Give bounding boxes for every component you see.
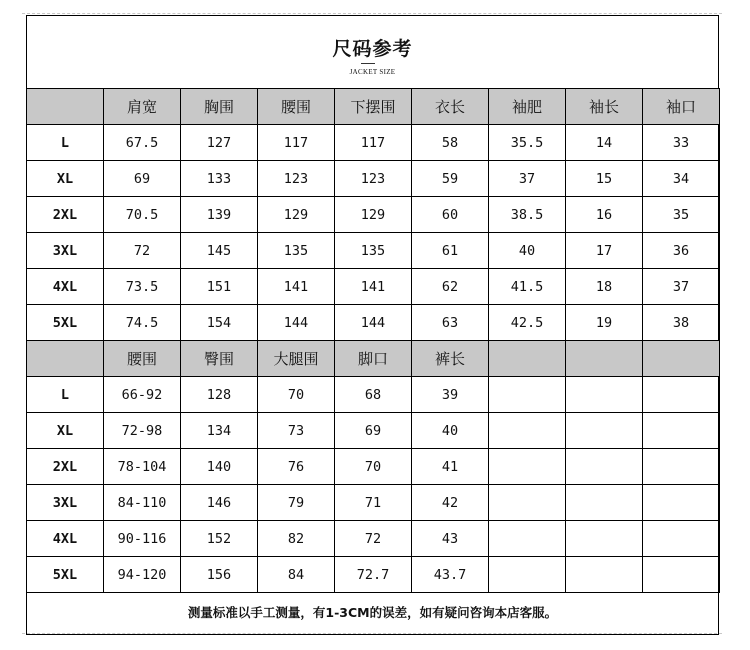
column-header: 裤长 [412,341,489,377]
size-label: XL [27,161,104,197]
table-cell: 69 [335,413,412,449]
table-row [27,557,720,593]
table-row [27,521,720,557]
column-header: 衣长 [412,89,489,125]
table-cell: 141 [335,269,412,305]
table-cell: 63 [412,305,489,341]
table-cell: 36 [643,233,720,269]
table-cell: 37 [643,269,720,305]
table-cell: 70 [335,449,412,485]
table-cell: 42 [412,485,489,521]
table-cell: 117 [335,125,412,161]
table-cell: 66-92 [104,377,181,413]
table-cell: 144 [335,305,412,341]
table-cell [643,557,720,593]
table-cell: 41.5 [489,269,566,305]
table-cell: 72 [104,233,181,269]
table-cell: 40 [412,413,489,449]
table-row [27,161,720,197]
table-cell: 71 [335,485,412,521]
table-cell [566,521,643,557]
table-row [27,125,720,161]
table-cell: 41 [412,449,489,485]
table-cell: 151 [181,269,258,305]
table-row [27,233,720,269]
table-cell: 67.5 [104,125,181,161]
table-cell: 70.5 [104,197,181,233]
table-cell: 76 [258,449,335,485]
size-label: L [27,377,104,413]
table-cell: 62 [412,269,489,305]
table-cell: 79 [258,485,335,521]
table-cell: 37 [489,161,566,197]
table-cell: 58 [412,125,489,161]
table-cell: 129 [258,197,335,233]
table-cell: 72 [335,521,412,557]
column-header: 袖长 [566,89,643,125]
size-label: 3XL [27,485,104,521]
table-cell [566,413,643,449]
table-row [27,449,720,485]
bottom-guide-line [22,633,722,634]
table-cell: 68 [335,377,412,413]
table-cell: 135 [258,233,335,269]
table-cell: 145 [181,233,258,269]
table-cell: 94-120 [104,557,181,593]
table-cell: 134 [181,413,258,449]
title-block [27,16,718,89]
table-cell: 35 [643,197,720,233]
table-cell: 35.5 [489,125,566,161]
table-cell: 127 [181,125,258,161]
table-cell [489,521,566,557]
table-cell: 69 [104,161,181,197]
table-cell: 82 [258,521,335,557]
table-cell: 90-116 [104,521,181,557]
jacket-header-row [27,89,720,125]
column-header [643,341,720,377]
title-divider [361,63,375,64]
page-title: 尺码参考 [332,38,413,60]
table-cell: 18 [566,269,643,305]
table-cell: 74.5 [104,305,181,341]
table-cell [489,557,566,593]
pants-header-row [27,341,720,377]
column-header: 臀围 [181,341,258,377]
table-cell [643,485,720,521]
page-subtitle: JACKET SIZE [349,68,396,76]
table-cell: 128 [181,377,258,413]
column-header [27,89,104,125]
column-header [489,341,566,377]
column-header: 脚口 [335,341,412,377]
size-table [26,88,720,593]
table-cell: 135 [335,233,412,269]
table-cell: 117 [258,125,335,161]
table-cell: 60 [412,197,489,233]
table-cell: 144 [258,305,335,341]
table-row [27,269,720,305]
table-cell: 146 [181,485,258,521]
table-cell: 15 [566,161,643,197]
table-cell: 70 [258,377,335,413]
table-cell [566,557,643,593]
table-cell: 17 [566,233,643,269]
table-row [27,377,720,413]
table-row [27,197,720,233]
table-cell: 141 [258,269,335,305]
table-cell [643,449,720,485]
column-header: 腰围 [258,89,335,125]
table-cell: 40 [489,233,566,269]
table-cell [489,413,566,449]
column-header: 袖肥 [489,89,566,125]
table-cell: 156 [181,557,258,593]
column-header: 肩宽 [104,89,181,125]
column-header: 下摆围 [335,89,412,125]
top-guide-line [22,13,722,14]
table-cell [566,485,643,521]
table-row [27,305,720,341]
table-cell: 42.5 [489,305,566,341]
table-cell: 19 [566,305,643,341]
table-cell: 39 [412,377,489,413]
table-cell: 38.5 [489,197,566,233]
table-cell: 73 [258,413,335,449]
table-cell [566,377,643,413]
size-label: XL [27,413,104,449]
table-cell: 139 [181,197,258,233]
table-row [27,485,720,521]
table-cell: 72-98 [104,413,181,449]
size-label: 3XL [27,233,104,269]
size-label: 4XL [27,521,104,557]
table-cell [643,521,720,557]
column-header: 腰围 [104,341,181,377]
table-cell: 59 [412,161,489,197]
column-header [27,341,104,377]
table-cell: 84-110 [104,485,181,521]
table-cell: 43.7 [412,557,489,593]
table-cell [489,377,566,413]
table-cell: 34 [643,161,720,197]
table-cell: 129 [335,197,412,233]
table-cell [566,449,643,485]
column-header: 袖口 [643,89,720,125]
table-cell [643,413,720,449]
column-header [566,341,643,377]
column-header: 大腿围 [258,341,335,377]
column-header: 胸围 [181,89,258,125]
table-cell: 78-104 [104,449,181,485]
table-cell: 72.7 [335,557,412,593]
table-row [27,413,720,449]
size-label: 5XL [27,305,104,341]
table-cell: 133 [181,161,258,197]
table-cell: 123 [335,161,412,197]
table-cell: 14 [566,125,643,161]
size-label: L [27,125,104,161]
table-cell: 61 [412,233,489,269]
table-cell: 152 [181,521,258,557]
table-cell: 33 [643,125,720,161]
table-cell: 38 [643,305,720,341]
size-label: 2XL [27,449,104,485]
table-cell [489,449,566,485]
size-label: 4XL [27,269,104,305]
size-label: 2XL [27,197,104,233]
table-cell [643,377,720,413]
measurement-note: 测量标准以手工测量，有1-3CM的误差，如有疑问咨询本店客服。 [187,605,558,620]
table-cell: 140 [181,449,258,485]
table-cell: 43 [412,521,489,557]
table-cell [489,485,566,521]
table-cell: 84 [258,557,335,593]
table-cell: 16 [566,197,643,233]
table-cell: 154 [181,305,258,341]
table-cell: 73.5 [104,269,181,305]
table-cell: 123 [258,161,335,197]
size-label: 5XL [27,557,104,593]
